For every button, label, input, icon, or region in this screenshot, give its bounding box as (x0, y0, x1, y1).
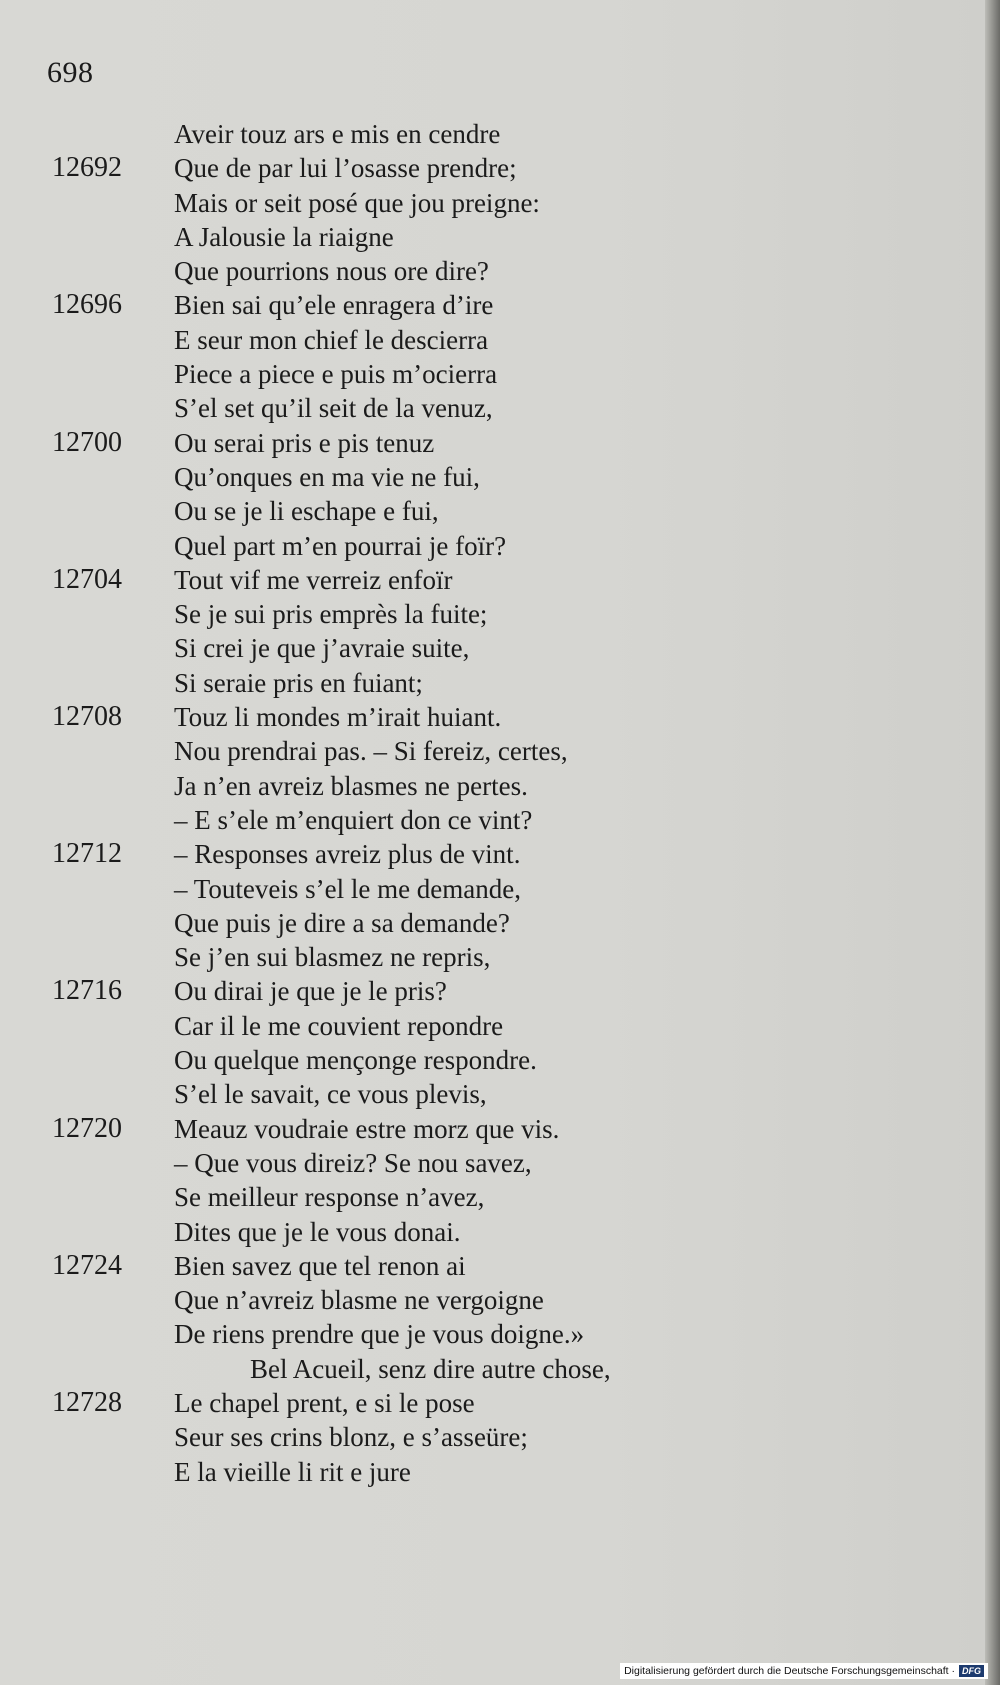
line-text: – Touteveis s’el le me demande, (174, 873, 522, 904)
line-text: S’el le savait, ce vous plevis, (174, 1079, 487, 1110)
verse-line (0, 1352, 985, 1386)
line-text: Ja n’en avreiz blasmes ne pertes. (174, 770, 528, 801)
line-text: – E s’ele m’enquiert don ce vint? (174, 804, 533, 835)
verse-line (0, 288, 985, 322)
line-text: Ou dirai je que je le pris? (174, 976, 447, 1007)
line-number: 12704 (52, 563, 122, 595)
line-text: Que pourrions nous ore dire? (174, 256, 489, 287)
verse-line (0, 563, 985, 597)
verse-line (0, 1386, 985, 1420)
verse-line (0, 1112, 985, 1146)
line-text: Le chapel prent, e si le pose (174, 1387, 475, 1418)
verse-line (0, 1215, 985, 1249)
line-number: 12720 (52, 1112, 122, 1144)
verse-line (0, 460, 985, 494)
verse-line (0, 940, 985, 974)
line-number: 12728 (52, 1386, 122, 1418)
line-text: Dites que je le vous donai. (174, 1216, 461, 1247)
line-text: – Responses avreiz plus de vint. (174, 839, 521, 870)
line-text: Mais or seit posé que jou preigne: (174, 187, 540, 218)
verse-line (0, 872, 985, 906)
verse-line (0, 1249, 985, 1283)
line-text: Quel part m’en pourrai je foïr? (174, 530, 507, 561)
line-text: Qu’onques en ma vie ne fui, (174, 461, 480, 492)
verse-line (0, 220, 985, 254)
verse-line (0, 357, 985, 391)
line-text: Touz li mondes m’irait huiant. (174, 702, 502, 733)
verse-line (0, 186, 985, 220)
verse-line (0, 151, 985, 185)
line-text: Meauz voudraie estre morz que vis. (174, 1113, 560, 1144)
line-text: A Jalousie la riaigne (174, 221, 394, 252)
line-text: Que n’avreiz blasme ne vergoigne (174, 1285, 544, 1316)
verse-line (0, 769, 985, 803)
line-number: 12696 (52, 289, 122, 321)
verse-line (0, 906, 985, 940)
line-text: Si crei je que j’avraie suite, (174, 633, 470, 664)
line-number: 12708 (52, 701, 122, 733)
verse-line (0, 323, 985, 357)
page-edge (985, 0, 1000, 1685)
line-text: Ou se je li eschape e fui, (174, 496, 439, 527)
verse-line (0, 837, 985, 871)
line-text: Si seraie pris en fuiant; (174, 667, 423, 698)
verse-line (0, 1180, 985, 1214)
line-number: 12716 (52, 975, 122, 1007)
verse-line (0, 1146, 985, 1180)
line-number: 12712 (52, 838, 122, 870)
line-text: Aveir touz ars e mis en cendre (174, 119, 501, 149)
line-text: Ou quelque mençonge respondre. (174, 1045, 537, 1076)
line-text: Bien sai qu’ele enragera d’ire (174, 290, 494, 321)
line-number: 12724 (52, 1249, 122, 1281)
verse-line (0, 974, 985, 1008)
line-text: Piece a piece e puis m’ocierra (174, 359, 498, 390)
verse-line (0, 700, 985, 734)
verse-line (0, 1317, 985, 1351)
verse-line (0, 803, 985, 837)
verse-line (0, 254, 985, 288)
line-text: Que puis je dire a sa demande? (174, 907, 510, 938)
line-text: Bel Acueil, senz dire autre chose, (250, 1353, 611, 1384)
verse-line (0, 391, 985, 425)
verse-line (0, 1455, 985, 1489)
line-text: Se meilleur response n’avez, (174, 1182, 485, 1213)
page-number: 698 (47, 56, 94, 89)
verse-line (0, 1077, 985, 1111)
line-text: S’el set qu’il seit de la venuz, (174, 393, 493, 424)
line-text: Se j’en sui blasmez ne repris, (174, 942, 491, 973)
verse-line (0, 117, 985, 151)
verse-line (0, 597, 985, 631)
line-text: Tout vif me verreiz enfoïr (174, 564, 453, 595)
line-text: E la vieille li rit e jure (174, 1456, 411, 1487)
line-text: Nou prendrai pas. – Si fereiz, certes, (174, 736, 568, 767)
footer-credit (620, 1663, 988, 1679)
line-text: Se je sui pris emprès la fuite; (174, 599, 488, 630)
verse-line (0, 631, 985, 665)
line-text: Seur ses crins blonz, e s’asseüre; (174, 1422, 528, 1453)
verse-line (0, 494, 985, 528)
verse-line (0, 529, 985, 563)
verse-line (0, 1283, 985, 1317)
line-text: Bien savez que tel renon ai (174, 1250, 466, 1281)
line-text: De riens prendre que je vous doigne.» (174, 1319, 585, 1350)
verse-lines (0, 117, 985, 1489)
verse-line (0, 1009, 985, 1043)
footer-text: Digitalisierung gefördert durch die Deutsche Forschungsgemeinschaft · (624, 1665, 955, 1677)
dfg-logo: DFG (959, 1665, 984, 1677)
line-text: – Que vous direiz? Se nou savez, (174, 1147, 532, 1178)
verse-line (0, 666, 985, 700)
line-number: 12692 (52, 152, 122, 184)
line-number: 12700 (52, 426, 122, 458)
verse-line (0, 734, 985, 768)
line-text: E seur mon chief le descierra (174, 324, 489, 355)
verse-line (0, 1043, 985, 1077)
line-text: Que de par lui l’osasse prendre; (174, 153, 517, 184)
verse-line (0, 426, 985, 460)
verse-line (0, 1420, 985, 1454)
line-text: Car il le me couvient repondre (174, 1010, 504, 1041)
line-text: Ou serai pris e pis tenuz (174, 427, 435, 458)
